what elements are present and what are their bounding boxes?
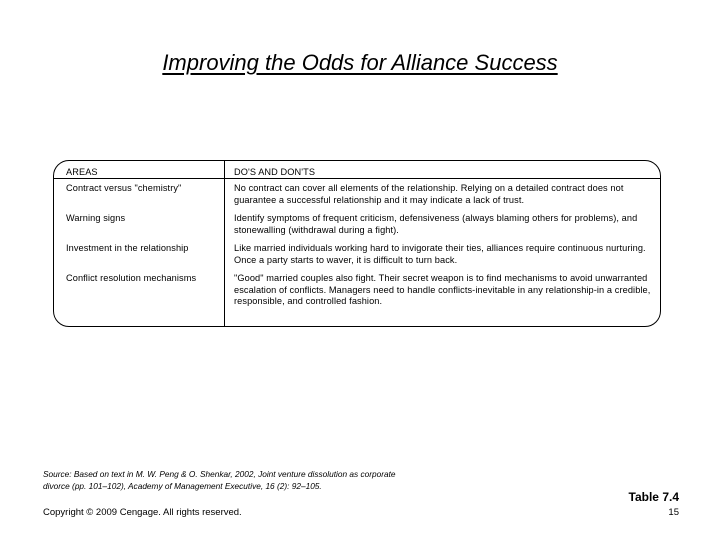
header-areas: AREAS <box>66 167 98 177</box>
source-citation: Source: Based on text in M. W. Peng & O. Shenkar, 2002, Joint venture dissolution as corporate divorce (pp. 101–102), Academy of Management Executive, 16 (2): 92–105. <box>43 469 396 491</box>
table-label: Table 7.4 <box>628 490 679 504</box>
page-number: 15 <box>668 507 679 518</box>
header-dos-and-donts: DO'S AND DON'TS <box>234 167 316 177</box>
row-advice-1: No contract can cover all elements of the relationship. Relying on a detailed contract does not guarantee a successful relationship and it may indicate a lack of trust. <box>234 183 624 205</box>
row-area-1: Contract versus "chemistry" <box>66 183 182 193</box>
row-advice-3: Like married individuals working hard to invigorate their ties, alliances require continuous nurturing. Once a party starts to waver, it is difficult to turn back. <box>234 243 646 265</box>
copyright-notice: Copyright © 2009 Cengage. All rights reserved. <box>43 507 242 518</box>
row-area-2: Warning signs <box>66 213 126 223</box>
row-advice-4: "Good" married couples also fight. Their secret weapon is to find mechanisms to avoid unwarranted escalation of conflicts. Managers need to handle conflicts-inevitable in any relationship-in a credible, responsible, and controlled fashion. <box>234 273 651 306</box>
column-divider <box>224 160 225 327</box>
row-advice-2: Identify symptoms of frequent criticism, defensiveness (always blaming others for problems), and stonewalling (withdrawal during a fight). <box>234 213 638 235</box>
slide-title: Improving the Odds for Alliance Success <box>162 50 558 75</box>
row-area-4: Conflict resolution mechanisms <box>66 273 197 283</box>
row-area-3: Investment in the relationship <box>66 243 189 253</box>
